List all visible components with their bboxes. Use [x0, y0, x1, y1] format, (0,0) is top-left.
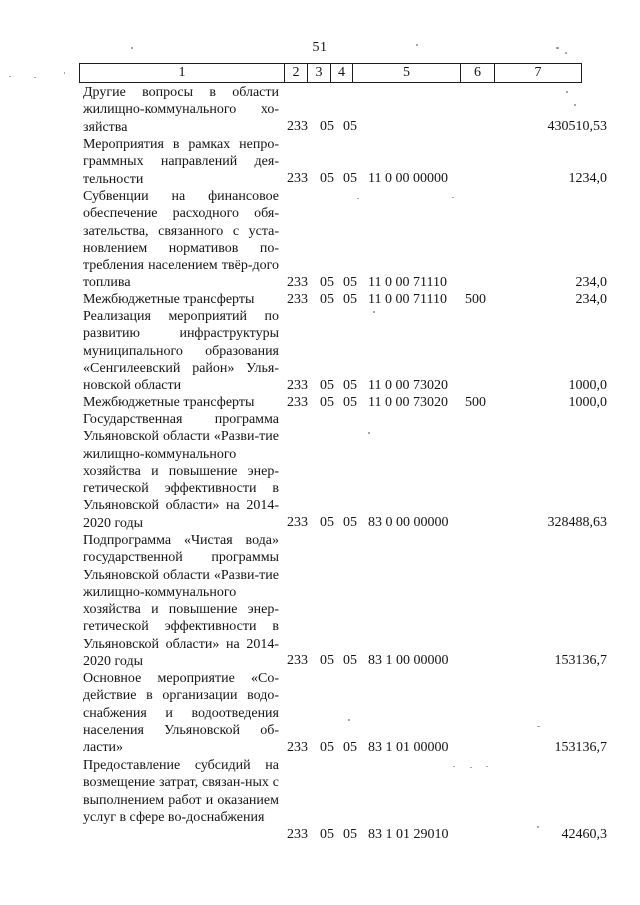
row-description: Государственная программа Ульяновской области «Разви-тие жилищно-коммунального хозяйства и повышение энер-гетической эффективности в Ульяновской области» на 2014-2020 годы [83, 412, 279, 531]
admin-code: 233 [287, 653, 308, 668]
column-header-2: 2 [284, 64, 307, 82]
page-number: 51 [312, 40, 328, 55]
table-header [79, 63, 582, 83]
amount: 234,0 [575, 292, 607, 307]
scan-speck [416, 44, 418, 46]
target-article-code: 11 0 00 73020 [368, 395, 448, 410]
scan-speck [373, 311, 375, 313]
subsection-code: 05 [343, 395, 357, 410]
subsection-code: 05 [343, 653, 357, 668]
admin-code: 233 [287, 171, 308, 186]
row-description: Межбюджетные трансферты [83, 395, 255, 410]
scan-speck [9, 76, 11, 77]
row-values [0, 394, 640, 411]
scan-speck [574, 104, 576, 106]
subsection-code: 05 [343, 515, 357, 530]
target-article-code: 11 0 00 00000 [368, 171, 448, 186]
amount: 1000,0 [568, 378, 607, 393]
scan-speck [565, 52, 567, 54]
scan-speck [64, 72, 65, 74]
row-values [0, 652, 640, 669]
scan-speck [537, 726, 540, 727]
target-article-code: 11 0 00 73020 [368, 378, 448, 393]
admin-code: 233 [287, 275, 308, 290]
row-values [0, 826, 640, 843]
target-article-code: 83 1 01 29010 [368, 827, 449, 842]
admin-code: 233 [287, 827, 308, 842]
scan-speck [453, 766, 455, 767]
section-code: 05 [320, 119, 334, 134]
admin-code: 233 [287, 292, 308, 307]
row-description: Подпрограмма «Чистая вода» государственной программы Ульяновской области «Разви-тие жилищно-коммунального хозяйства и повышение энер-гетической эффективности в Ульяновской области» на 2014-2020 годы [83, 533, 279, 670]
target-article-code: 11 0 00 71110 [368, 292, 447, 307]
row-values [0, 291, 640, 308]
section-code: 05 [320, 740, 334, 755]
subsection-code: 05 [343, 292, 357, 307]
admin-code: 233 [287, 119, 308, 134]
row-values [0, 118, 640, 135]
column-header-4: 4 [330, 64, 352, 82]
row-values [0, 274, 640, 291]
column-header-7: 7 [494, 64, 581, 82]
expense-type-code: 500 [465, 292, 486, 307]
row-values [0, 377, 640, 394]
amount: 234,0 [575, 275, 607, 290]
scan-speck [368, 432, 370, 434]
row-values [0, 170, 640, 187]
scan-speck [556, 47, 559, 49]
admin-code: 233 [287, 515, 308, 530]
scan-speck [452, 197, 454, 198]
amount: 1000,0 [568, 395, 607, 410]
amount: 328488,63 [547, 515, 607, 530]
section-code: 05 [320, 275, 334, 290]
scan-speck [357, 198, 359, 199]
subsection-code: 05 [343, 740, 357, 755]
amount: 153136,7 [554, 653, 607, 668]
scan-speck [486, 766, 488, 767]
row-description: Предоставление субсидий на возмещение затрат, связан-ных с выполнением работ и оказанием услуг в сфере во-доснабжения [83, 758, 279, 825]
column-header-6: 6 [460, 64, 494, 82]
subsection-code: 05 [343, 171, 357, 186]
target-article-code: 83 1 01 00000 [368, 740, 449, 755]
amount: 153136,7 [554, 740, 607, 755]
amount: 42460,3 [561, 827, 607, 842]
scan-speck [348, 719, 350, 721]
subsection-code: 05 [343, 119, 357, 134]
admin-code: 233 [287, 378, 308, 393]
row-description: Межбюджетные трансферты [83, 292, 255, 307]
row-description: Мероприятия в рамках непро-граммных направлений дея-тельности [83, 137, 279, 187]
amount: 1234,0 [568, 171, 607, 186]
section-code: 05 [320, 827, 334, 842]
subsection-code: 05 [343, 378, 357, 393]
row-description: Основное мероприятие «Со-действие в организации водо-снабжения и водоотведения населения Ульяновской об-ласти» [83, 671, 279, 756]
scan-speck [131, 47, 133, 49]
subsection-code: 05 [343, 827, 357, 842]
scan-speck [566, 91, 568, 93]
section-code: 05 [320, 378, 334, 393]
target-article-code: 11 0 00 71110 [368, 275, 447, 290]
target-article-code: 83 0 00 00000 [368, 515, 449, 530]
row-values [0, 739, 640, 756]
expense-type-code: 500 [465, 395, 486, 410]
section-code: 05 [320, 171, 334, 186]
admin-code: 233 [287, 740, 308, 755]
subsection-code: 05 [343, 275, 357, 290]
row-description: Реализация мероприятий по развитию инфраструктуры муниципального образования «Сенгилеевский район» Улья-новской области [83, 309, 279, 394]
scan-speck [470, 767, 472, 768]
row-values [0, 514, 640, 531]
target-article-code: 83 1 00 00000 [368, 653, 449, 668]
section-code: 05 [320, 292, 334, 307]
column-header-1: 1 [178, 65, 186, 80]
amount: 430510,53 [547, 119, 607, 134]
row-description: Субвенции на финансовое обеспечение расходного обя-зательства, связанного с уста-новлением нормативов по-требления населением твёр-дого топлива [83, 189, 279, 291]
scan-speck [34, 77, 36, 78]
column-header-3: 3 [307, 64, 330, 82]
row-description: Другие вопросы в области жилищно-коммунального хо-зяйства [83, 85, 279, 135]
section-code: 05 [320, 653, 334, 668]
section-code: 05 [320, 515, 334, 530]
section-code: 05 [320, 395, 334, 410]
column-header-5: 5 [352, 64, 460, 82]
scan-speck [537, 826, 539, 828]
admin-code: 233 [287, 395, 308, 410]
